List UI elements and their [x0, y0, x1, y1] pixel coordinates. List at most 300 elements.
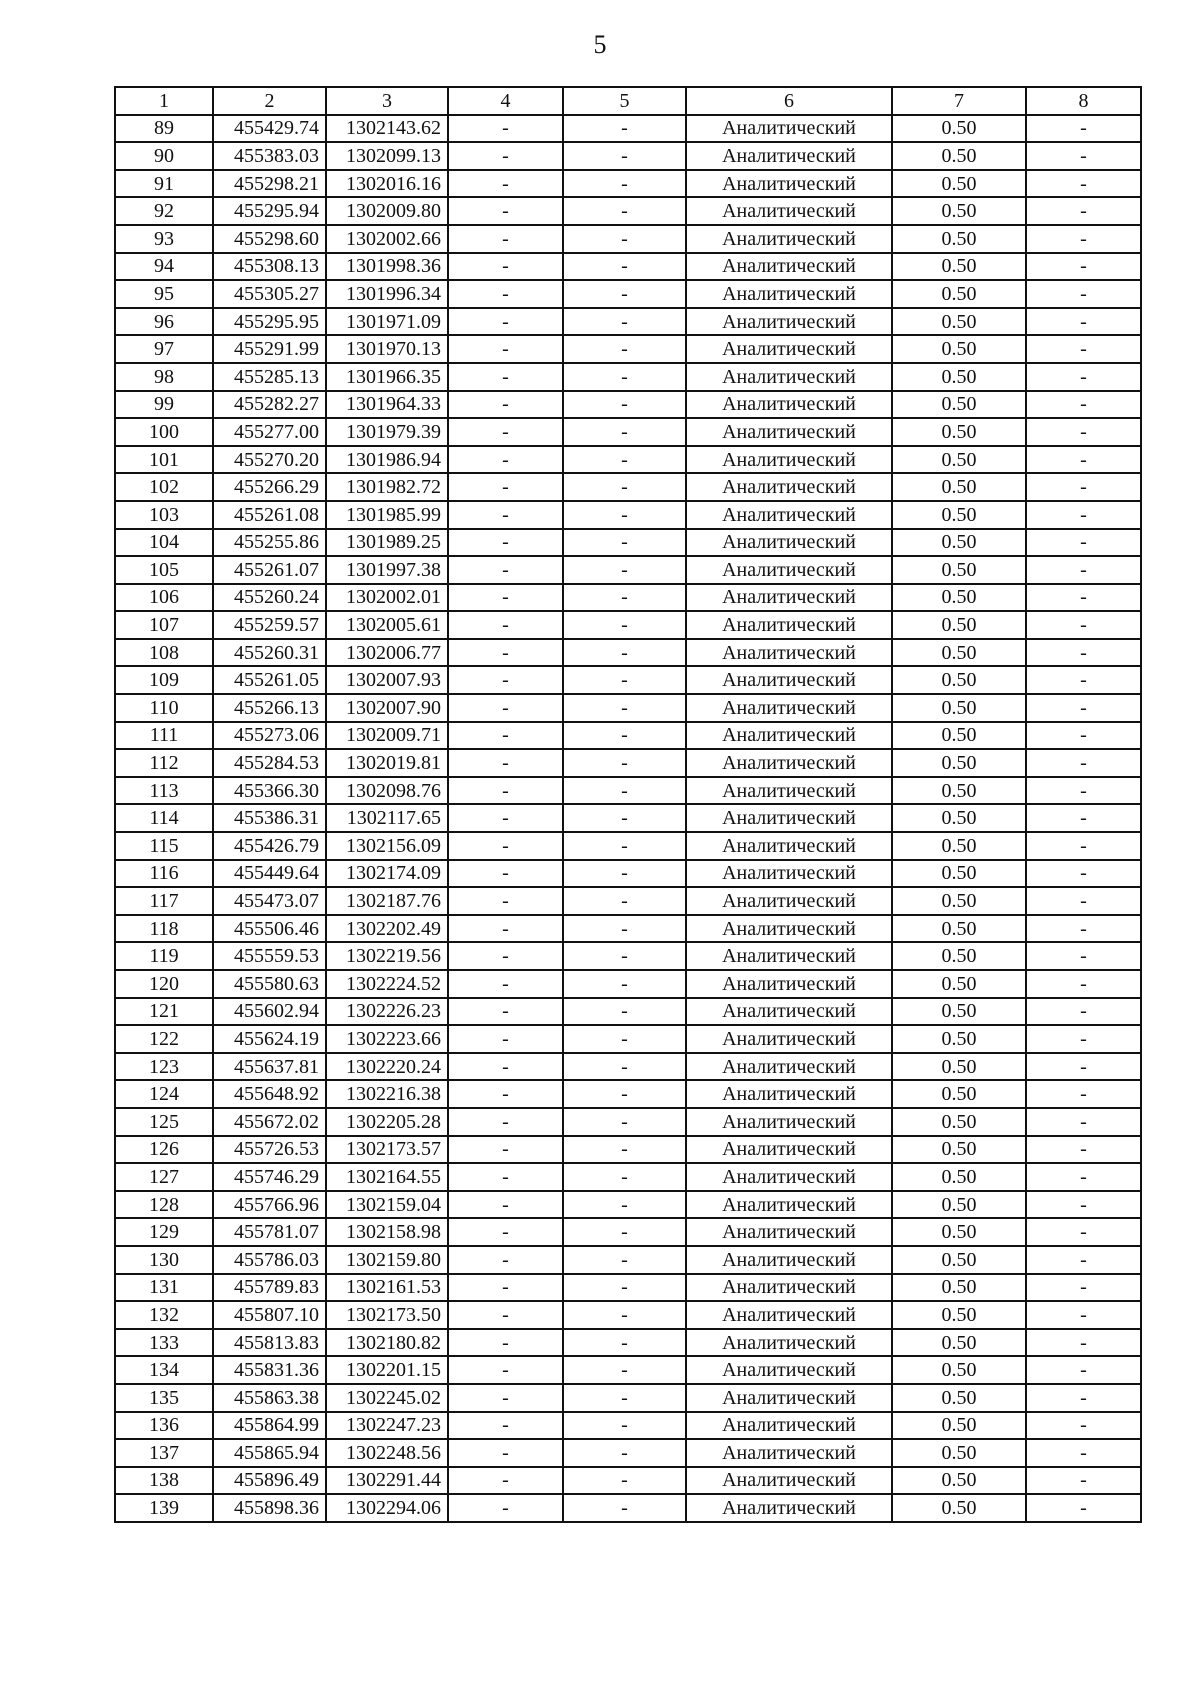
coord-y-cell: 1302098.76 [326, 777, 448, 805]
table-row [115, 998, 1141, 1026]
accuracy-cell: 0.50 [892, 1025, 1026, 1053]
method-cell: Аналитический [686, 1136, 892, 1164]
coord-x-cell: 455766.96 [213, 1191, 326, 1219]
point-number-cell: 90 [115, 142, 213, 170]
method-cell: Аналитический [686, 860, 892, 888]
point-number-cell: 94 [115, 253, 213, 281]
table-row [115, 1494, 1141, 1522]
point-number-cell: 104 [115, 529, 213, 557]
col-8-cell: - [1026, 418, 1141, 446]
col-4-cell: - [448, 1136, 563, 1164]
coord-x-cell: 455260.31 [213, 639, 326, 667]
coord-x-cell: 455277.00 [213, 418, 326, 446]
point-number-cell: 89 [115, 115, 213, 143]
coord-x-cell: 455383.03 [213, 142, 326, 170]
col-8-cell: - [1026, 694, 1141, 722]
method-cell: Аналитический [686, 804, 892, 832]
accuracy-cell: 0.50 [892, 253, 1026, 281]
coord-y-cell: 1302007.90 [326, 694, 448, 722]
col-8-cell: - [1026, 115, 1141, 143]
col-5-cell: - [563, 529, 686, 557]
coord-y-cell: 1301979.39 [326, 418, 448, 446]
coord-y-cell: 1302161.53 [326, 1274, 448, 1302]
col-5-cell: - [563, 253, 686, 281]
col-8-cell: - [1026, 473, 1141, 501]
col-8-cell: - [1026, 1163, 1141, 1191]
col-4-cell: - [448, 694, 563, 722]
col-8-cell: - [1026, 1025, 1141, 1053]
accuracy-cell: 0.50 [892, 335, 1026, 363]
col-8-cell: - [1026, 308, 1141, 336]
col-5-cell: - [563, 225, 686, 253]
col-5-cell: - [563, 1218, 686, 1246]
col-5-cell: - [563, 1080, 686, 1108]
accuracy-cell: 0.50 [892, 280, 1026, 308]
method-cell: Аналитический [686, 998, 892, 1026]
coord-x-cell: 455282.27 [213, 391, 326, 419]
method-cell: Аналитический [686, 1246, 892, 1274]
col-4-cell: - [448, 225, 563, 253]
col-5-cell: - [563, 1191, 686, 1219]
col-5-cell: - [563, 1025, 686, 1053]
coord-y-cell: 1302174.09 [326, 860, 448, 888]
coord-y-cell: 1302247.23 [326, 1412, 448, 1440]
table-row [115, 115, 1141, 143]
method-cell: Аналитический [686, 1108, 892, 1136]
table-body [115, 115, 1141, 1522]
point-number-cell: 124 [115, 1080, 213, 1108]
coord-x-cell: 455637.81 [213, 1053, 326, 1081]
coord-x-cell: 455366.30 [213, 777, 326, 805]
method-cell: Аналитический [686, 280, 892, 308]
coord-y-cell: 1301966.35 [326, 363, 448, 391]
method-cell: Аналитический [686, 1163, 892, 1191]
table-row [115, 170, 1141, 198]
col-4-cell: - [448, 170, 563, 198]
coord-x-cell: 455672.02 [213, 1108, 326, 1136]
method-cell: Аналитический [686, 1053, 892, 1081]
coord-y-cell: 1302248.56 [326, 1439, 448, 1467]
col-8-cell: - [1026, 1274, 1141, 1302]
col-8-cell: - [1026, 1246, 1141, 1274]
coord-x-cell: 455386.31 [213, 804, 326, 832]
coord-x-cell: 455261.05 [213, 666, 326, 694]
col-5-cell: - [563, 1412, 686, 1440]
col-5-cell: - [563, 170, 686, 198]
coord-x-cell: 455506.46 [213, 915, 326, 943]
point-number-cell: 118 [115, 915, 213, 943]
coord-y-cell: 1302159.80 [326, 1246, 448, 1274]
col-8-cell: - [1026, 501, 1141, 529]
coord-x-cell: 455786.03 [213, 1246, 326, 1274]
col-5-cell: - [563, 639, 686, 667]
table-row [115, 1191, 1141, 1219]
method-cell: Аналитический [686, 529, 892, 557]
column-header: 3 [326, 87, 448, 115]
coord-y-cell: 1302226.23 [326, 998, 448, 1026]
col-5-cell: - [563, 666, 686, 694]
col-5-cell: - [563, 942, 686, 970]
accuracy-cell: 0.50 [892, 1163, 1026, 1191]
coord-x-cell: 455449.64 [213, 860, 326, 888]
coord-x-cell: 455295.94 [213, 197, 326, 225]
coord-y-cell: 1302009.80 [326, 197, 448, 225]
accuracy-cell: 0.50 [892, 584, 1026, 612]
accuracy-cell: 0.50 [892, 1384, 1026, 1412]
accuracy-cell: 0.50 [892, 391, 1026, 419]
method-cell: Аналитический [686, 639, 892, 667]
method-cell: Аналитический [686, 1080, 892, 1108]
point-number-cell: 117 [115, 887, 213, 915]
coord-x-cell: 455305.27 [213, 280, 326, 308]
method-cell: Аналитический [686, 1329, 892, 1357]
col-4-cell: - [448, 253, 563, 281]
table-row [115, 225, 1141, 253]
coord-x-cell: 455898.36 [213, 1494, 326, 1522]
col-5-cell: - [563, 1246, 686, 1274]
coord-x-cell: 455261.08 [213, 501, 326, 529]
method-cell: Аналитический [686, 1494, 892, 1522]
point-number-cell: 127 [115, 1163, 213, 1191]
method-cell: Аналитический [686, 1439, 892, 1467]
page-number: 5 [593, 30, 607, 59]
accuracy-cell: 0.50 [892, 998, 1026, 1026]
col-4-cell: - [448, 1053, 563, 1081]
coord-x-cell: 455270.20 [213, 446, 326, 474]
table-row [115, 253, 1141, 281]
point-number-cell: 131 [115, 1274, 213, 1302]
accuracy-cell: 0.50 [892, 1329, 1026, 1357]
col-4-cell: - [448, 1191, 563, 1219]
method-cell: Аналитический [686, 1384, 892, 1412]
col-4-cell: - [448, 1329, 563, 1357]
coord-y-cell: 1302002.66 [326, 225, 448, 253]
table-row [115, 1439, 1141, 1467]
col-4-cell: - [448, 1080, 563, 1108]
point-number-cell: 121 [115, 998, 213, 1026]
coord-x-cell: 455429.74 [213, 115, 326, 143]
coord-x-cell: 455273.06 [213, 722, 326, 750]
method-cell: Аналитический [686, 556, 892, 584]
coord-x-cell: 455831.36 [213, 1356, 326, 1384]
accuracy-cell: 0.50 [892, 473, 1026, 501]
accuracy-cell: 0.50 [892, 1053, 1026, 1081]
method-cell: Аналитический [686, 335, 892, 363]
table-row [115, 1274, 1141, 1302]
col-8-cell: - [1026, 970, 1141, 998]
col-5-cell: - [563, 1163, 686, 1191]
method-cell: Аналитический [686, 1191, 892, 1219]
col-5-cell: - [563, 1467, 686, 1495]
col-8-cell: - [1026, 225, 1141, 253]
point-number-cell: 108 [115, 639, 213, 667]
accuracy-cell: 0.50 [892, 666, 1026, 694]
col-5-cell: - [563, 1494, 686, 1522]
col-8-cell: - [1026, 722, 1141, 750]
point-number-cell: 116 [115, 860, 213, 888]
col-4-cell: - [448, 1163, 563, 1191]
table-row [115, 777, 1141, 805]
accuracy-cell: 0.50 [892, 446, 1026, 474]
point-number-cell: 128 [115, 1191, 213, 1219]
col-5-cell: - [563, 1136, 686, 1164]
method-cell: Аналитический [686, 225, 892, 253]
point-number-cell: 102 [115, 473, 213, 501]
coord-y-cell: 1302156.09 [326, 832, 448, 860]
accuracy-cell: 0.50 [892, 1439, 1026, 1467]
col-5-cell: - [563, 115, 686, 143]
coord-x-cell: 455807.10 [213, 1301, 326, 1329]
col-8-cell: - [1026, 1218, 1141, 1246]
coord-y-cell: 1302216.38 [326, 1080, 448, 1108]
point-number-cell: 135 [115, 1384, 213, 1412]
col-8-cell: - [1026, 280, 1141, 308]
col-8-cell: - [1026, 1080, 1141, 1108]
col-4-cell: - [448, 970, 563, 998]
method-cell: Аналитический [686, 197, 892, 225]
table-row [115, 391, 1141, 419]
coord-x-cell: 455426.79 [213, 832, 326, 860]
table-row [115, 308, 1141, 336]
col-8-cell: - [1026, 639, 1141, 667]
point-number-cell: 120 [115, 970, 213, 998]
method-cell: Аналитический [686, 942, 892, 970]
table-row [115, 1163, 1141, 1191]
col-5-cell: - [563, 804, 686, 832]
method-cell: Аналитический [686, 777, 892, 805]
col-5-cell: - [563, 418, 686, 446]
col-4-cell: - [448, 1412, 563, 1440]
point-number-cell: 113 [115, 777, 213, 805]
method-cell: Аналитический [686, 722, 892, 750]
coord-x-cell: 455602.94 [213, 998, 326, 1026]
table-header-row [115, 87, 1141, 115]
coord-y-cell: 1302245.02 [326, 1384, 448, 1412]
col-8-cell: - [1026, 1412, 1141, 1440]
col-5-cell: - [563, 722, 686, 750]
col-4-cell: - [448, 1025, 563, 1053]
coord-y-cell: 1301971.09 [326, 308, 448, 336]
method-cell: Аналитический [686, 611, 892, 639]
table-row [115, 335, 1141, 363]
col-8-cell: - [1026, 832, 1141, 860]
coord-x-cell: 455259.57 [213, 611, 326, 639]
col-8-cell: - [1026, 529, 1141, 557]
column-header: 2 [213, 87, 326, 115]
col-8-cell: - [1026, 363, 1141, 391]
accuracy-cell: 0.50 [892, 1218, 1026, 1246]
col-4-cell: - [448, 666, 563, 694]
col-5-cell: - [563, 556, 686, 584]
col-8-cell: - [1026, 1329, 1141, 1357]
accuracy-cell: 0.50 [892, 363, 1026, 391]
table-row [115, 446, 1141, 474]
coord-x-cell: 455298.60 [213, 225, 326, 253]
coord-y-cell: 1302007.93 [326, 666, 448, 694]
coord-x-cell: 455580.63 [213, 970, 326, 998]
coord-y-cell: 1301986.94 [326, 446, 448, 474]
method-cell: Аналитический [686, 473, 892, 501]
accuracy-cell: 0.50 [892, 611, 1026, 639]
table-row [115, 1412, 1141, 1440]
method-cell: Аналитический [686, 1356, 892, 1384]
table-row [115, 280, 1141, 308]
coord-y-cell: 1302019.81 [326, 749, 448, 777]
table-row [115, 1080, 1141, 1108]
column-header: 8 [1026, 87, 1141, 115]
col-8-cell: - [1026, 1108, 1141, 1136]
accuracy-cell: 0.50 [892, 749, 1026, 777]
accuracy-cell: 0.50 [892, 694, 1026, 722]
col-5-cell: - [563, 501, 686, 529]
coord-y-cell: 1302006.77 [326, 639, 448, 667]
accuracy-cell: 0.50 [892, 777, 1026, 805]
accuracy-cell: 0.50 [892, 1494, 1026, 1522]
col-5-cell: - [563, 1108, 686, 1136]
coord-y-cell: 1302223.66 [326, 1025, 448, 1053]
col-4-cell: - [448, 418, 563, 446]
table-row [115, 529, 1141, 557]
point-number-cell: 91 [115, 170, 213, 198]
table-row [115, 1025, 1141, 1053]
accuracy-cell: 0.50 [892, 1274, 1026, 1302]
table-row [115, 556, 1141, 584]
point-number-cell: 96 [115, 308, 213, 336]
col-5-cell: - [563, 446, 686, 474]
point-number-cell: 129 [115, 1218, 213, 1246]
method-cell: Аналитический [686, 584, 892, 612]
col-8-cell: - [1026, 1439, 1141, 1467]
coord-y-cell: 1301970.13 [326, 335, 448, 363]
coord-y-cell: 1302201.15 [326, 1356, 448, 1384]
col-5-cell: - [563, 694, 686, 722]
point-number-cell: 93 [115, 225, 213, 253]
coord-x-cell: 455266.13 [213, 694, 326, 722]
col-4-cell: - [448, 1439, 563, 1467]
coord-x-cell: 455308.13 [213, 253, 326, 281]
col-4-cell: - [448, 501, 563, 529]
col-8-cell: - [1026, 335, 1141, 363]
col-8-cell: - [1026, 142, 1141, 170]
col-5-cell: - [563, 363, 686, 391]
col-8-cell: - [1026, 860, 1141, 888]
col-8-cell: - [1026, 804, 1141, 832]
method-cell: Аналитический [686, 887, 892, 915]
coord-y-cell: 1302219.56 [326, 942, 448, 970]
accuracy-cell: 0.50 [892, 1412, 1026, 1440]
accuracy-cell: 0.50 [892, 970, 1026, 998]
method-cell: Аналитический [686, 170, 892, 198]
point-number-cell: 103 [115, 501, 213, 529]
method-cell: Аналитический [686, 666, 892, 694]
col-4-cell: - [448, 142, 563, 170]
point-number-cell: 97 [115, 335, 213, 363]
col-8-cell: - [1026, 1301, 1141, 1329]
coord-y-cell: 1301982.72 [326, 473, 448, 501]
coord-y-cell: 1301985.99 [326, 501, 448, 529]
coord-y-cell: 1301996.34 [326, 280, 448, 308]
col-5-cell: - [563, 860, 686, 888]
col-5-cell: - [563, 308, 686, 336]
point-number-cell: 114 [115, 804, 213, 832]
table-row [115, 1301, 1141, 1329]
col-4-cell: - [448, 749, 563, 777]
method-cell: Аналитический [686, 391, 892, 419]
col-4-cell: - [448, 473, 563, 501]
point-number-cell: 138 [115, 1467, 213, 1495]
coord-y-cell: 1302117.65 [326, 804, 448, 832]
col-4-cell: - [448, 639, 563, 667]
col-4-cell: - [448, 308, 563, 336]
accuracy-cell: 0.50 [892, 1191, 1026, 1219]
point-number-cell: 133 [115, 1329, 213, 1357]
col-4-cell: - [448, 1218, 563, 1246]
col-8-cell: - [1026, 170, 1141, 198]
table-row [115, 1384, 1141, 1412]
accuracy-cell: 0.50 [892, 887, 1026, 915]
col-5-cell: - [563, 1301, 686, 1329]
coord-x-cell: 455255.86 [213, 529, 326, 557]
point-number-cell: 111 [115, 722, 213, 750]
point-number-cell: 136 [115, 1412, 213, 1440]
col-8-cell: - [1026, 1356, 1141, 1384]
table-row [115, 197, 1141, 225]
col-4-cell: - [448, 335, 563, 363]
coord-y-cell: 1302005.61 [326, 611, 448, 639]
col-4-cell: - [448, 446, 563, 474]
col-5-cell: - [563, 1439, 686, 1467]
col-8-cell: - [1026, 1191, 1141, 1219]
coord-x-cell: 455261.07 [213, 556, 326, 584]
col-5-cell: - [563, 1053, 686, 1081]
point-number-cell: 125 [115, 1108, 213, 1136]
coord-y-cell: 1302099.13 [326, 142, 448, 170]
table-row [115, 501, 1141, 529]
col-8-cell: - [1026, 777, 1141, 805]
point-number-cell: 110 [115, 694, 213, 722]
col-4-cell: - [448, 1494, 563, 1522]
table-row [115, 1218, 1141, 1246]
col-4-cell: - [448, 363, 563, 391]
col-5-cell: - [563, 1356, 686, 1384]
method-cell: Аналитический [686, 1218, 892, 1246]
col-5-cell: - [563, 749, 686, 777]
col-5-cell: - [563, 1274, 686, 1302]
table-row [115, 639, 1141, 667]
table-row [115, 722, 1141, 750]
method-cell: Аналитический [686, 1412, 892, 1440]
col-5-cell: - [563, 391, 686, 419]
method-cell: Аналитический [686, 253, 892, 281]
accuracy-cell: 0.50 [892, 1080, 1026, 1108]
col-4-cell: - [448, 998, 563, 1026]
method-cell: Аналитический [686, 694, 892, 722]
col-4-cell: - [448, 1108, 563, 1136]
table-row [115, 611, 1141, 639]
col-4-cell: - [448, 529, 563, 557]
coord-y-cell: 1301998.36 [326, 253, 448, 281]
coord-x-cell: 455863.38 [213, 1384, 326, 1412]
accuracy-cell: 0.50 [892, 1301, 1026, 1329]
table-row [115, 942, 1141, 970]
point-number-cell: 105 [115, 556, 213, 584]
col-8-cell: - [1026, 1494, 1141, 1522]
point-number-cell: 112 [115, 749, 213, 777]
table-row [115, 749, 1141, 777]
col-5-cell: - [563, 197, 686, 225]
col-5-cell: - [563, 584, 686, 612]
coord-x-cell: 455266.29 [213, 473, 326, 501]
